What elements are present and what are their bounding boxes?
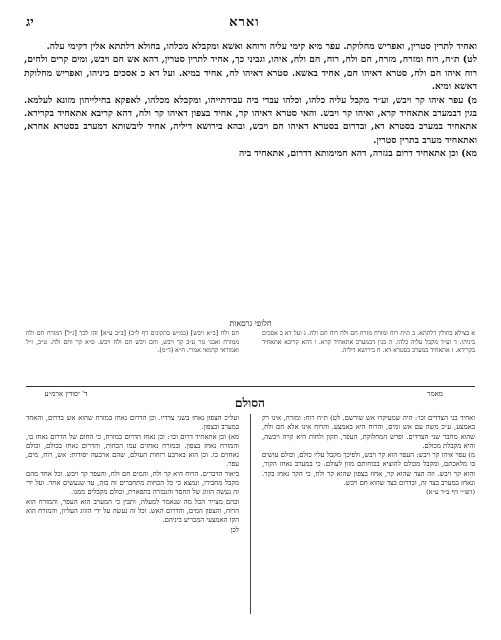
section-title: הסולם [235, 396, 265, 410]
main-paragraph: מא) וכן אתאחיד דרום בגזרה, דהא חמימותא דדרום, אתאחיד ביה [239, 148, 477, 160]
commentary-paragraph: ועל״כ הצפון נאחז בשני צדדיו. וכן הדרום נאחז במזרח שהוא אש בדרום, והאחד במערב ובצפון. [26, 414, 239, 432]
page-number: יג [26, 15, 34, 30]
commentary-right [262, 414, 475, 498]
alternates-right: א בצילא בחולין דלתתא. ב ת״ח רוח ומזרח מזרח חם ולח רוח חם ולח. ג ועל דא כ אסכים ביניהו. ד וע״ד מקבל עליה כלהו. ה בגין דבמערב אתאחיד קרא. ו דהא קריבא אתאחיד בקרירא. ז אתאחיד במערב בסטרא דא. ח בירושא דיליה. [262, 330, 475, 355]
label-left: ד' יסודין ארמ״ע [44, 390, 88, 398]
alternates-left: חם ולח [ב״א ויבש] (במ״ש בתקונים דף ל״ב) [ב״ב ע״א] זהו לכך [נ״ל] דמזרח חם ולח ממזרח ואבני גזר ע״ב קר ויבש, וחם ויבש חם ולח ויבש. ס״א קר וחם ולח. ט״ב, ז״ל ואמוראי קדמאי אמרי. ח״א (ד״מ). [26, 330, 239, 355]
commentary-paragraph: מא) וכן אתאחיד דרום וכו׳: וכן נאחז הדרום במזרח, כי החום של הדרום נאחז בו, והמזרח נאחז בצפון. ובמזרח נאחזים עמו הכחות, והדרום נאחז בכולם, וכולם נאחזים בו. וכן הוא בארבע רוחות העולם, שהם ארבעה יסודות: אש, רוח, מים, עפר. [26, 432, 239, 469]
divider [26, 386, 475, 387]
main-text [24, 40, 477, 161]
commentary-paragraph: מ) עפר איהו קר ויבש: העפר הוא קר ויבש, ולפיכך מקבל עליו כולם, וכולם עושים בו מלאכתם, ומקבל מכולם להוציא בכוחותם מזון לעולם. כי במערב נאחז הקור, והוא קר ויבש. וזה הצד שהוא קר, אחוז בצפון שהוא קר ולח, כי הקר נאחז בקר. ונאחז במערב בצד זה, ובדרום בצד שהוא חם ויבש. [262, 451, 475, 488]
footnote: (דפו״י דף ב״ד ע״א) [426, 488, 475, 497]
commentary-paragraph: ביאור הדברים. הרוח היא קר ולח, והמים חם ולח, והעפר קר ויבש. וכל אחד מהם מקבל מחבירו, ונמצא כי כל הכחות מתחברים זה בזה, עד שנעשים אחד. ועל ידי זה נעשה הזווג של החסד והגבורה בתפארת, וכולם מקבלים ממנו. [26, 469, 239, 497]
commentary-paragraph: ובהם מצייר הכל מה שנאמר למעלה, ותבין כי המערב הוא העפר, והמזרח הוא הרוח, והצפון המים, והדרום האש. וכל זה נעשה על ידי הזווג העליון, והמזרח הוא הקו האמצעי המכריע ביניהם. [26, 497, 239, 525]
column-divider [250, 414, 251, 614]
catchword: לכן [230, 525, 239, 534]
main-paragraph: ואחיד לתרין סטרין, ואפריש מחלוקת. עפר מיא קימי עליה ורוחא ואשא ומקבלא מכלהו, בחולא דלתתא אלין דקימי עלה. [46, 41, 477, 52]
label-right: מאמר [427, 390, 443, 398]
commentary-paragraph: ואחיד בני הצדדים וכו׳: היה שמעיקרו אש שורשם. לט) ת״ח רוח: ומזרח, אינו רק באמצע, ע״כ משה עם אש ומים, והרוח היא באמצע. והרוח אינו אלא חם ולח, שהוא מחבר שני הצדדים. ופרש המחלוקת, העפר, תקון ולחות היא קרה ויבשה, והיא מקבלת מכולם. [262, 414, 475, 450]
commentary-left [26, 414, 239, 535]
alternates-title: חלופי גרסאות [229, 319, 272, 328]
main-paragraph: לט) ת״ח, רוח ומזרח, מזרח, חם ולח, רוח, חם ולח, איהו, וגביני כך, אחיד לתרין סטרין, דהא אש חם ויבש, ומים קרים ולחים, רוח איהו חם ולח, סטרא דאיהו חם, אחיד באשא. סטרא דאיהו לח, אחיד במיא. ועל דא כ אסכים ביניהו, ואפריש מחלוקת דאשא ומיא. [24, 54, 477, 93]
running-title: וארא [229, 15, 260, 30]
main-paragraph: מ) עפר איהו קר ויבש, וע״ד מקבל עליה כלהו, וכלהו עבדי ביה עבידתייהו, ומקבלא מכלהו, לאפקא בחילייהון מזונא לעלמא. בגין דבמערב אתאחיד קרא, ואיהו קר ויבש. והאי סטרא דאיהו קר, אחיד בצפון דאיהו קר ולח, דהא קריבא אתאחיד בקרירא. אתאחיד במערב בסטרא דא, ובדרום בסטרא דאיהו חם ויבש, ובהא בירושא דיליה, אחיד ליבשותא דמערב בסטרא אחרא, ואתאחיד מערב בתרין סטרין. [24, 94, 477, 146]
page-header [26, 12, 475, 32]
